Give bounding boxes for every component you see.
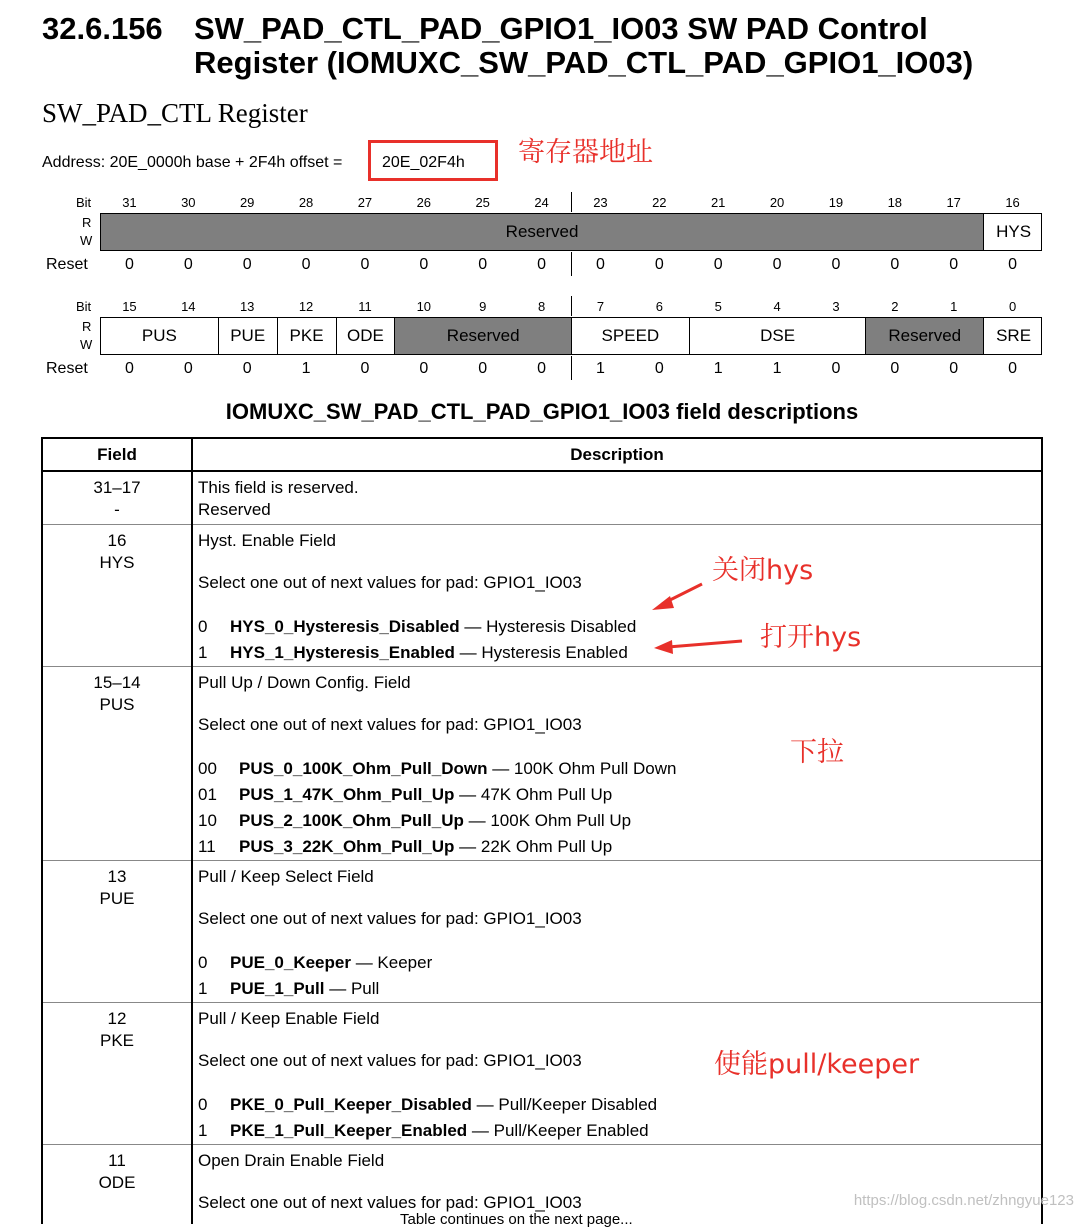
reset-value: 0 — [360, 256, 370, 273]
reset-value: 0 — [183, 256, 193, 273]
description-title: Open Drain Enable Field — [198, 1150, 385, 1170]
description-title: This field is reserved. — [198, 478, 359, 497]
value-item — [198, 640, 1041, 666]
bit-number: 4 — [773, 299, 781, 314]
section-number: 32.6.156 — [42, 11, 163, 46]
value-name: PUS_1_47K_Ohm_Pull_Up — [239, 784, 455, 804]
value-desc: — 47K Ohm Pull Up — [454, 784, 613, 804]
description-cell — [192, 860, 1042, 1002]
reset-value: 0 — [890, 360, 900, 377]
reset-value: 0 — [537, 360, 547, 377]
field-descriptions-table — [41, 437, 1043, 1224]
reset-label-upper: Reset — [46, 256, 88, 273]
value-name: PKE_0_Pull_Keeper_Disabled — [230, 1094, 472, 1114]
field-bits: 31–17 — [93, 478, 141, 497]
description-select: Select one out of next values for pad: GPIO1_IO03 — [198, 714, 582, 734]
description-title: Pull Up / Down Config. Field — [198, 672, 411, 692]
field-name: ODE — [98, 1172, 136, 1192]
address-label: Address: 20E_0000h base + 2F4h offset = — [42, 154, 343, 171]
bit-number: 17 — [946, 195, 961, 210]
bit-number: 21 — [710, 195, 726, 210]
value-desc: — Pull/Keeper Enabled — [467, 1120, 649, 1140]
description-title: Pull / Keep Enable Field — [198, 1008, 380, 1028]
bit-number: 16 — [1005, 195, 1020, 210]
bit-number: 23 — [593, 195, 608, 210]
value-item — [198, 1118, 1041, 1144]
value-desc: — 22K Ohm Pull Up — [454, 836, 613, 856]
table-caption: IOMUXC_SW_PAD_CTL_PAD_GPIO1_IO03 field descriptions — [225, 399, 859, 424]
annotation-hys-off: 关闭hys — [712, 555, 814, 586]
bit-number: 0 — [1008, 299, 1017, 314]
bit-number: 30 — [181, 195, 196, 210]
address-value: 20E_02F4h — [382, 154, 465, 171]
table-continues-note: Table continues on the next page... — [400, 1211, 633, 1228]
value-name: PUE_1_Pull — [230, 978, 325, 998]
r-label-upper: R — [82, 215, 92, 230]
bit-number: 29 — [239, 195, 255, 210]
value-name: PKE_1_Pull_Keeper_Enabled — [230, 1120, 468, 1140]
reset-value: 1 — [595, 360, 605, 377]
bit-number: 5 — [714, 299, 722, 314]
description-select: Select one out of next values for pad: GPIO1_IO03 — [198, 908, 582, 928]
reset-value: 0 — [890, 256, 900, 273]
annotation-hys-on: 打开hys — [760, 622, 862, 653]
field-bits: 12 — [107, 1008, 127, 1028]
description-extra: Reserved — [198, 500, 271, 519]
w-label-upper: W — [80, 233, 93, 248]
value-desc: — Pull/Keeper Disabled — [471, 1094, 658, 1114]
description-select: Select one out of next values for pad: GPIO1_IO03 — [198, 1192, 582, 1212]
header-field: Field — [42, 438, 192, 471]
bit-number: 8 — [537, 299, 546, 314]
bit-label-lower: Bit — [76, 299, 92, 314]
register-field-pue: PUE — [219, 318, 278, 354]
field-cell — [42, 471, 192, 524]
value-code: 0 — [198, 616, 208, 636]
field-name: PUE — [99, 888, 135, 908]
bit-number: 13 — [239, 299, 255, 314]
table-row — [42, 666, 1042, 860]
reset-value: 0 — [949, 256, 959, 273]
value-desc: — Keeper — [350, 952, 433, 972]
description-title: Hyst. Enable Field — [198, 530, 336, 550]
bit-label-upper: Bit — [76, 195, 92, 210]
reset-value: 0 — [124, 360, 134, 377]
field-bits: 11 — [108, 1150, 126, 1170]
value-code: 1 — [198, 978, 208, 998]
reset-value: 0 — [831, 360, 841, 377]
bit-number: 12 — [298, 299, 314, 314]
reset-value: 0 — [478, 360, 488, 377]
r-label-lower: R — [82, 319, 92, 334]
section-title-line1: SW_PAD_CTL_PAD_GPIO1_IO03 SW PAD Control — [194, 11, 928, 46]
reset-value: 0 — [242, 360, 252, 377]
register-field-speed: SPEED — [572, 318, 690, 354]
divider-upper-bottom — [571, 252, 572, 276]
reset-value: 0 — [595, 256, 605, 273]
value-desc: — 100K Ohm Pull Down — [487, 758, 677, 778]
value-item — [198, 834, 1041, 860]
register-field-reserved: Reserved — [101, 214, 984, 250]
reset-value: 0 — [419, 256, 429, 273]
bit-number: 19 — [828, 195, 844, 210]
register-field-reserved: Reserved — [866, 318, 984, 354]
description-cell — [192, 524, 1042, 666]
reset-value: 0 — [1008, 256, 1018, 273]
table-row — [42, 524, 1042, 666]
value-desc: — Hysteresis Disabled — [459, 616, 637, 636]
value-name: HYS_0_Hysteresis_Disabled — [230, 616, 460, 636]
reset-value: 1 — [772, 360, 782, 377]
annotation-address: 寄存器地址 — [518, 137, 653, 168]
reset-value: 0 — [478, 256, 488, 273]
bit-number: 6 — [655, 299, 663, 314]
register-field-ode: ODE — [337, 318, 396, 354]
value-desc: — Pull — [324, 978, 380, 998]
description-title: Pull / Keep Select Field — [198, 866, 374, 886]
register-bar-upper — [100, 213, 1042, 251]
bit-number: 24 — [534, 195, 549, 210]
annotation-pull-down: 下拉 — [790, 737, 844, 768]
description-cell — [192, 666, 1042, 860]
bit-number: 11 — [358, 299, 372, 314]
value-code: 10 — [198, 810, 217, 830]
bit-number: 25 — [475, 195, 490, 210]
value-name: PUS_0_100K_Ohm_Pull_Down — [239, 758, 488, 778]
register-field-pke: PKE — [278, 318, 337, 354]
bit-number: 9 — [479, 299, 487, 314]
register-field-sre: SRE — [996, 326, 1032, 345]
field-bits: 16 — [107, 530, 127, 550]
register-field-dse: DSE — [690, 318, 867, 354]
value-name: HYS_1_Hysteresis_Enabled — [230, 642, 455, 662]
watermark: https://blog.csdn.net/zhngyue123 — [853, 1192, 1074, 1209]
register-field-hys: HYS — [996, 222, 1032, 241]
value-name: PUS_2_100K_Ohm_Pull_Up — [239, 810, 464, 830]
reset-value: 0 — [654, 256, 664, 273]
bit-number: 1 — [950, 299, 958, 314]
reset-value: 1 — [301, 360, 311, 377]
field-cell — [42, 666, 192, 860]
value-code: 1 — [198, 642, 208, 662]
bit-number: 18 — [887, 195, 903, 210]
table-row — [42, 860, 1042, 1002]
value-item — [198, 756, 1041, 782]
reset-value: 0 — [772, 256, 782, 273]
field-name: PUS — [99, 694, 135, 714]
value-code: 11 — [198, 836, 216, 856]
reset-value: 0 — [831, 256, 841, 273]
field-name: PKE — [99, 1030, 135, 1050]
value-item — [198, 614, 1041, 640]
reset-value: 0 — [242, 256, 252, 273]
annotation-enable-pull-keeper: 使能pull/keeper — [714, 1049, 920, 1080]
value-item — [198, 1092, 1041, 1118]
reset-value: 0 — [713, 256, 723, 273]
section-title-line2: Register (IOMUXC_SW_PAD_CTL_PAD_GPIO1_IO03) — [194, 45, 974, 80]
bit-number: 15 — [122, 299, 137, 314]
value-desc: — 100K Ohm Pull Up — [463, 810, 632, 830]
reset-value: 0 — [949, 360, 959, 377]
bit-number: 10 — [416, 299, 432, 314]
bit-number: 31 — [122, 195, 137, 210]
reset-value: 1 — [713, 360, 723, 377]
bit-number: 3 — [832, 299, 840, 314]
field-cell — [42, 1144, 192, 1224]
divider-lower-top — [571, 296, 572, 316]
value-code: 00 — [198, 758, 217, 778]
bit-number: 7 — [596, 299, 605, 314]
value-desc: — Hysteresis Enabled — [454, 642, 628, 662]
register-field-pus: PUS — [101, 318, 219, 354]
value-code: 0 — [198, 952, 208, 972]
reset-value: 0 — [654, 360, 664, 377]
field-bits: 13 — [107, 866, 127, 886]
w-label-lower: W — [80, 337, 93, 352]
value-code: 0 — [198, 1094, 208, 1114]
reset-label-lower: Reset — [46, 360, 88, 377]
value-item — [198, 976, 1041, 1002]
description-select: Select one out of next values for pad: GPIO1_IO03 — [198, 572, 582, 592]
divider-upper-top — [571, 192, 572, 212]
reset-value: 0 — [419, 360, 429, 377]
description-cell — [192, 471, 1042, 524]
field-name: - — [114, 500, 120, 519]
reset-value: 0 — [360, 360, 370, 377]
bit-number: 22 — [652, 195, 667, 210]
reset-value: 0 — [301, 256, 311, 273]
bit-number: 14 — [181, 299, 196, 314]
bit-number: 20 — [769, 195, 785, 210]
divider-lower-bottom — [571, 356, 572, 380]
field-bits: 15–14 — [93, 672, 141, 692]
field-name: HYS — [99, 552, 135, 572]
bit-number: 26 — [416, 195, 432, 210]
reset-value: 0 — [183, 360, 193, 377]
bit-number: 2 — [891, 299, 899, 314]
bit-number: 28 — [298, 195, 314, 210]
bit-number: 27 — [357, 195, 373, 210]
value-name: PUE_0_Keeper — [230, 952, 351, 972]
reset-value: 0 — [1008, 360, 1018, 377]
register-field-reserved: Reserved — [395, 318, 572, 354]
value-item — [198, 782, 1041, 808]
reset-value: 0 — [124, 256, 134, 273]
value-item — [198, 808, 1041, 834]
field-cell — [42, 1002, 192, 1144]
field-cell — [42, 524, 192, 666]
value-code: 1 — [198, 1120, 208, 1140]
field-cell — [42, 860, 192, 1002]
register-subheading: SW_PAD_CTL Register — [42, 98, 308, 128]
reset-value: 0 — [537, 256, 547, 273]
header-description: Description — [192, 438, 1042, 471]
value-name: PUS_3_22K_Ohm_Pull_Up — [239, 836, 455, 856]
value-item — [198, 950, 1041, 976]
value-code: 01 — [198, 784, 217, 804]
table-row — [42, 471, 1042, 524]
register-bar-lower — [100, 317, 1042, 355]
description-select: Select one out of next values for pad: GPIO1_IO03 — [198, 1050, 582, 1070]
